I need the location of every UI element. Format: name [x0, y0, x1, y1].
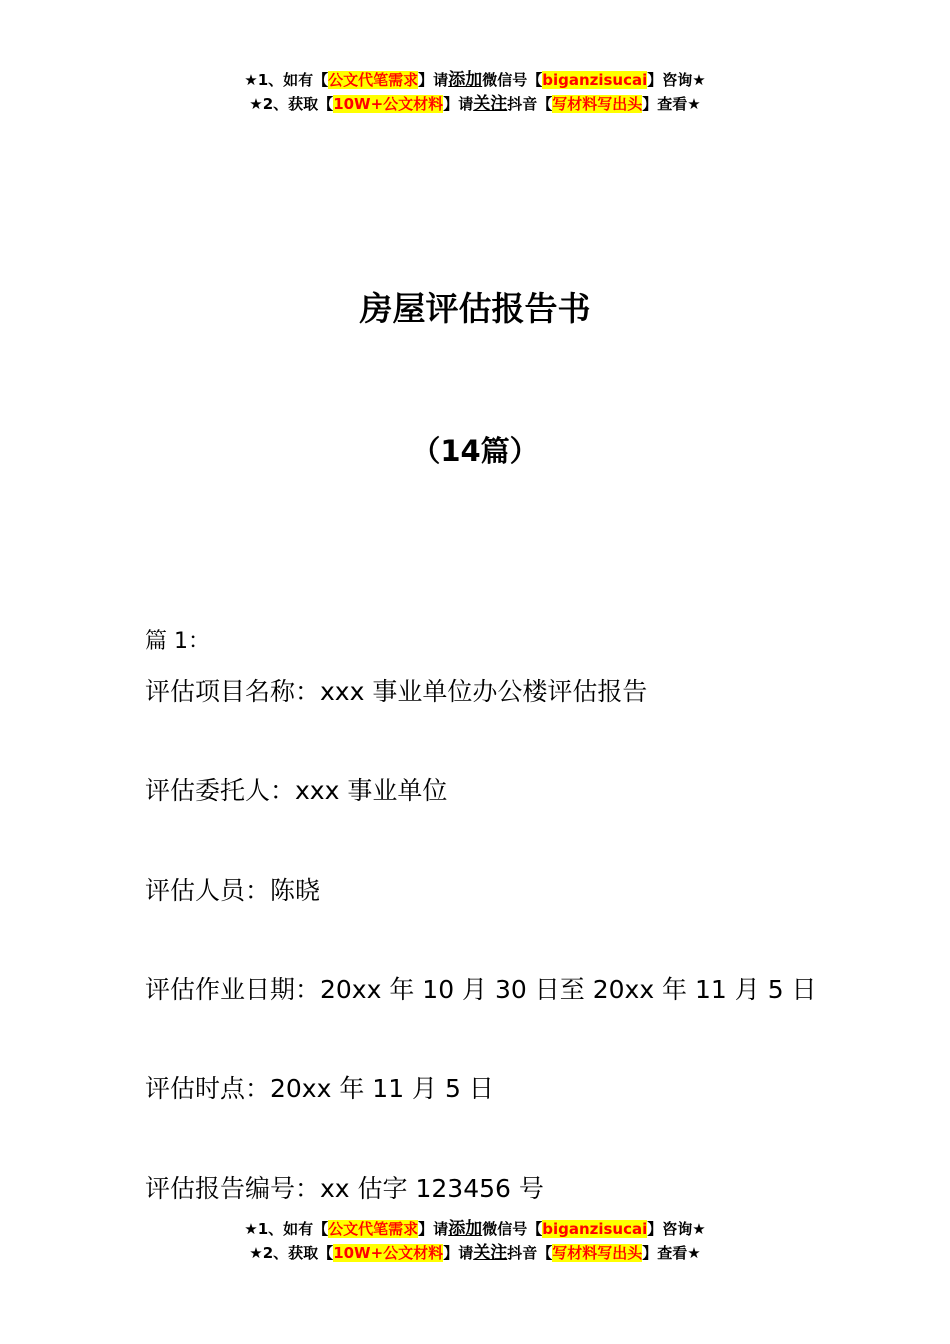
banner-text: ★1、如有【: [244, 1220, 329, 1238]
banner-text: ★2、获取【: [249, 1244, 334, 1262]
banner-text: 】查看★: [642, 1244, 701, 1262]
banner-underlined: 添加: [448, 70, 483, 90]
section-label: 篇 1：: [145, 629, 210, 654]
top-banner: [0, 68, 950, 116]
banner-text: ★2、获取【: [249, 95, 334, 113]
bottom-banner: [0, 1217, 950, 1265]
banner-highlight: 10W+公文材料: [333, 95, 444, 113]
document-title: 房屋评估报告书: [359, 289, 591, 328]
client-line: 评估委托人：xxx 事业单位: [145, 776, 448, 805]
banner-highlight: biganzisucai: [542, 1220, 648, 1238]
banner-text: 】请: [443, 1244, 474, 1262]
appraiser-line: 评估人员：陈晓: [145, 876, 321, 905]
banner-highlight: 公文代笔需求: [328, 1220, 419, 1238]
banner-underlined: 关注: [473, 94, 508, 114]
banner-text: 】请: [418, 1220, 449, 1238]
banner-highlight: 公文代笔需求: [328, 71, 419, 89]
banner-line-1: [0, 68, 950, 92]
report-number-line: 评估报告编号：xx 估字 123456 号: [145, 1174, 544, 1203]
banner-text: 】查看★: [642, 95, 701, 113]
project-name-line: 评估项目名称：xxx 事业单位办公楼评估报告: [145, 677, 648, 706]
banner-line-2: [0, 1241, 950, 1265]
banner-text: 】请: [418, 71, 449, 89]
banner-text: 】请: [443, 95, 474, 113]
banner-line-1: [0, 1217, 950, 1241]
document-subtitle: （14篇）: [411, 434, 539, 468]
banner-highlight: 写材料写出头: [552, 1244, 643, 1262]
banner-text: 微信号【: [482, 71, 543, 89]
work-date-line: 评估作业日期：20xx 年 10 月 30 日至 20xx 年 11 月 5 日: [145, 975, 817, 1004]
valuation-date-line: 评估时点：20xx 年 11 月 5 日: [145, 1074, 494, 1103]
banner-text: 抖音【: [507, 1244, 553, 1262]
banner-highlight: biganzisucai: [542, 71, 648, 89]
banner-text: ★1、如有【: [244, 71, 329, 89]
banner-underlined: 添加: [448, 1219, 483, 1239]
banner-text: 抖音【: [507, 95, 553, 113]
banner-text: 微信号【: [482, 1220, 543, 1238]
banner-text: 】咨询★: [647, 71, 706, 89]
banner-highlight: 写材料写出头: [552, 95, 643, 113]
banner-text: 】咨询★: [647, 1220, 706, 1238]
banner-highlight: 10W+公文材料: [333, 1244, 444, 1262]
banner-underlined: 关注: [473, 1243, 508, 1263]
banner-line-2: [0, 92, 950, 116]
